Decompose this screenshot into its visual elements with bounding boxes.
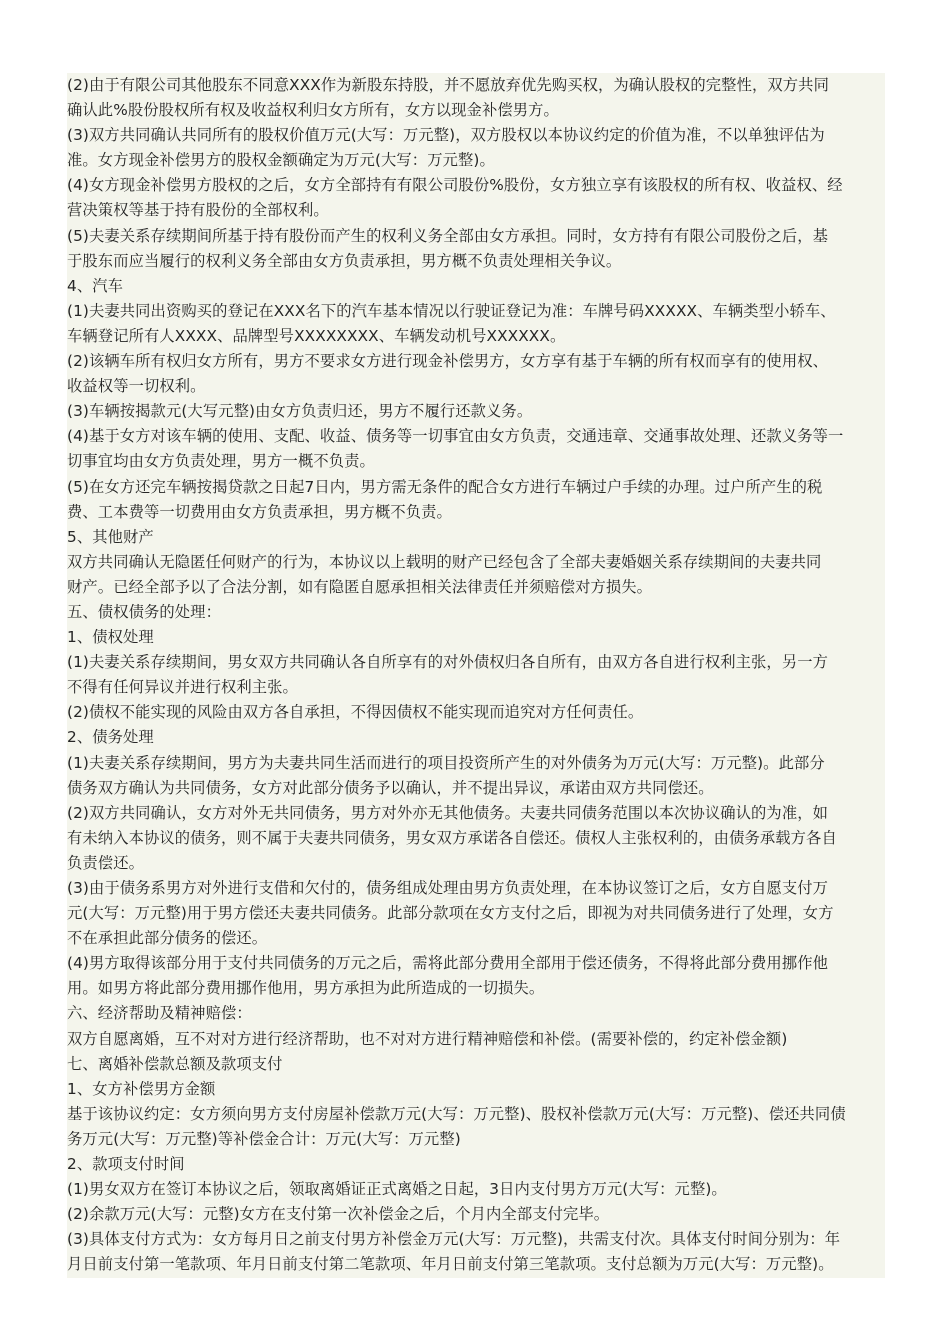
section-heading: 六、经济帮助及精神赔偿： xyxy=(67,1004,252,1023)
text-line: 确认此%股份股权所有权及收益权利归女方所有，女方以现金补偿男方。 xyxy=(67,101,559,120)
section-heading: 1、债权处理 xyxy=(67,628,154,647)
text-line: (1)夫妻关系存续期间，男方为夫妻共同生活而进行的项目投资所产生的对外债务为万元(大写：万元整)。此部分 xyxy=(67,753,825,772)
section-heading: 5、其他财产 xyxy=(67,527,154,546)
document-body xyxy=(67,73,885,1278)
text-line: 费、工本费等一切费用由女方负责承担，男方概不负责。 xyxy=(67,502,452,521)
text-line: (5)夫妻关系存续期间所基于持有股份而产生的权利义务全部由女方承担。同时，女方持有有限公司股份之后，基 xyxy=(67,226,829,245)
text-line: 财产。已经全部予以了合法分割，如有隐匿自愿承担相关法律责任并须赔偿对方损失。 xyxy=(67,577,653,596)
text-line: 切事宜均由女方负责处理，男方一概不负责。 xyxy=(67,452,375,471)
text-line: 收益权等一切权利。 xyxy=(67,377,206,396)
text-line: (3)由于债务系男方对外进行支借和欠付的，债务组成处理由男方负责处理，在本协议签订之后，女方自愿支付万 xyxy=(67,879,829,897)
section-heading: 2、款项支付时间 xyxy=(67,1155,185,1174)
text-line: (2)双方共同确认，女方对外无共同债务，男方对外亦无其他债务。夫妻共同债务范围以本次协议确认的为准，如 xyxy=(67,803,829,822)
text-line: (3)双方共同确认共同所有的股权价值万元(大写：万元整)，双方股权以本协议约定的价值为准，不以单独评估为 xyxy=(67,126,825,145)
text-line: 车辆登记所有人XXXX、品牌型号XXXXXXXX、车辆发动机号XXXXXX。 xyxy=(67,326,566,345)
text-line: 不得有任何异议并进行权利主张。 xyxy=(67,678,298,697)
text-line: 用。如男方将此部分费用挪作他用，男方承担为此所造成的一切损失。 xyxy=(67,979,545,998)
text-line: 于股东而应当履行的权利义务全部由女方负责承担，男方概不负责处理相关争议。 xyxy=(67,251,622,270)
text-line: (1)夫妻关系存续期间，男女双方共同确认各自所享有的对外债权归各自所有，由双方各自进行权利主张，另一方 xyxy=(67,653,829,672)
section-heading: 2、债务处理 xyxy=(67,728,154,747)
section-heading: 七、离婚补偿款总额及款项支付 xyxy=(67,1054,283,1073)
text-line: (5)在女方还完车辆按揭贷款之日起7日内，男方需无条件的配合女方进行车辆过户手续的办理。过户所产生的税 xyxy=(67,477,823,496)
text-line: (4)基于女方对该车辆的使用、支配、收益、债务等一切事宜由女方负责，交通违章、交通事故处理、还款义务等一 xyxy=(67,427,844,446)
text-line: (2)余款万元(大写：元整)女方在支付第一次补偿金之后，个月内全部支付完毕。 xyxy=(67,1205,610,1224)
text-line: 债务双方确认为共同债务，女方对此部分债务予以确认，并不提出异议，承诺由双方共同偿还。 xyxy=(67,778,714,797)
text-line: (3)车辆按揭款元(大写元整)由女方负责归还，男方不履行还款义务。 xyxy=(67,402,533,421)
text-line: (3)具体支付方式为：女方每月日之前支付男方补偿金万元(大写：万元整)，共需支付次。具体支付时间分别为：年 xyxy=(67,1230,841,1249)
text-line: 双方自愿离婚，互不对对方进行经济帮助，也不对对方进行精神赔偿和补偿。(需要补偿的，约定补偿金额) xyxy=(67,1029,788,1048)
text-line: 营决策权等基于持有股份的全部权利。 xyxy=(67,201,329,220)
text-line: 有未纳入本协议的债务，则不属于夫妻共同债务，男女双方承诺各自偿还。债权人主张权利的，由债务承载方各自 xyxy=(67,828,837,847)
section-heading: 4、汽车 xyxy=(67,276,124,295)
text-line: 基于该协议约定：女方须向男方支付房屋补偿款万元(大写：万元整)、股权补偿款万元(大写：万元整)、偿还共同债 xyxy=(67,1104,846,1123)
section-heading: 五、债权债务的处理： xyxy=(67,602,221,621)
text-line: (1)夫妻共同出资购买的登记在XXX名下的汽车基本情况以行驶证登记为准：车牌号码XXXXX、车辆类型小轿车、 xyxy=(67,301,836,320)
text-line: 月日前支付第一笔款项、年月日前支付第二笔款项、年月日前支付第三笔款项。支付总额为万元(大写：万元整)。 xyxy=(67,1255,834,1274)
text-line: 双方共同确认无隐匿任何财产的行为，本协议以上载明的财产已经包含了全部夫妻婚姻关系存续期间的夫妻共同 xyxy=(67,552,822,571)
text-line: (2)该辆车所有权归女方所有，男方不要求女方进行现金补偿男方，女方享有基于车辆的所有权而享有的使用权、 xyxy=(67,352,829,371)
text-line: 不在承担此部分债务的偿还。 xyxy=(67,929,268,948)
text-line: 元(大写：万元整)用于男方偿还夫妻共同债务。此部分款项在女方支付之后，即视为对共同债务进行了处理，女方 xyxy=(67,904,834,923)
text-line: 负责偿还。 xyxy=(67,853,144,872)
text-line: 准。女方现金补偿男方的股权金额确定为万元(大写：万元整)。 xyxy=(67,151,495,170)
text-line: (4)男方取得该部分用于支付共同债务的万元之后，需将此部分费用全部用于偿还债务，不得将此部分费用挪作他 xyxy=(67,954,829,973)
text-line: 务万元(大写：万元整)等补偿金合计：万元(大写：万元整) xyxy=(67,1129,461,1148)
section-heading: 1、女方补偿男方金额 xyxy=(67,1079,216,1098)
text-line: (2)由于有限公司其他股东不同意XXX作为新股东持股，并不愿放弃优先购买权，为确认股权的完整性，双方共同 xyxy=(67,76,829,94)
text-line: (1)男女双方在签订本协议之后，领取离婚证正式离婚之日起，3日内支付男方万元(大写：元整)。 xyxy=(67,1180,727,1199)
text-line: (4)女方现金补偿男方股权的之后，女方全部持有有限公司股份%股份，女方独立享有该股权的所有权、收益权、经 xyxy=(67,176,843,195)
text-line: (2)债权不能实现的风险由双方各自承担，不得因债权不能实现而追究对方任何责任。 xyxy=(67,703,644,722)
